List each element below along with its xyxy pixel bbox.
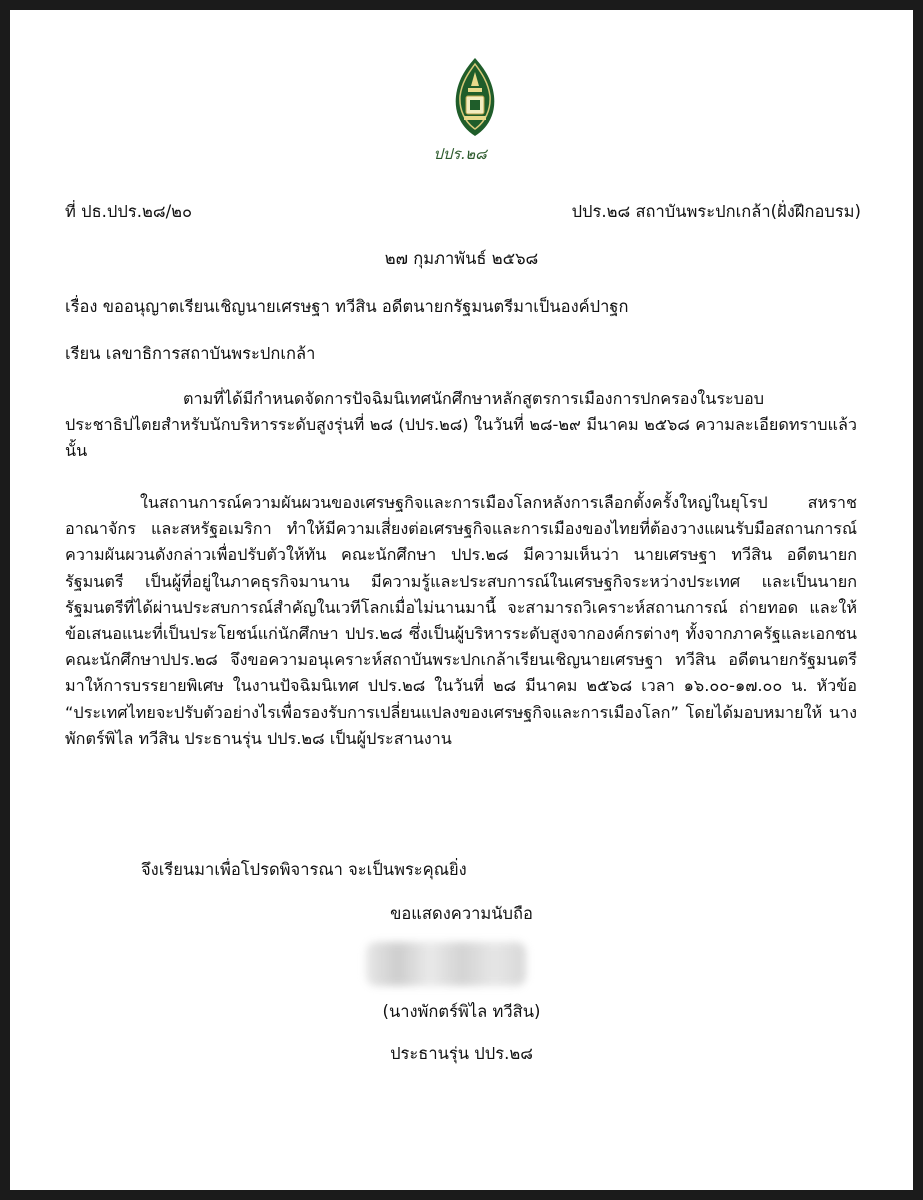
signer-name: (นางพักตร์พิไล ทวีสิน) xyxy=(382,1002,541,1021)
body-paragraph-1: ตามที่ได้มีกำหนดจัดการปัจฉิมนิเทศนักศึกษาหลักสูตรการเมืองการปกครองในระบอบประชาธิปไตยสำหรับนักบริหารระดับสูงรุ่นที่ ๒๘ (ปปร.๒๘) ในวันที่ ๒๘-๒๙ มีนาคม ๒๕๖๘ ความละเอียดทราบแล้วนั้น xyxy=(65,389,857,461)
sender-organization: ปปร.๒๘ สถาบันพระปกเกล้า(ฝั่งฝึกอบรม) xyxy=(571,202,861,221)
body-paragraph-2: ในสถานการณ์ความผันผวนของเศรษฐกิจและการเมืองโลกหลังการเลือกตั้งครั้งใหญ่ในยุโรป สหราชอาณาจักร และสหรัฐอเมริกา ทำให้มีความเสี่ยงต่อเศรษฐกิจและการเมืองของไทยที่ต้องวางแผนรับมือสถานการณ์ความผันผวนดังกล่าวเพื่อปรับตัวให้ทัน คณะนักศึกษา ปปร.๒๘ มีความเห็นว่า นายเศรษฐา ทวีสิน อดีตนายกรัฐมนตรี เป็นผู้ที่อยู่ในภาคธุรกิจมานาน มีความรู้และประสบการณ์ในเศรษฐกิจระหว่างประเทศ และเป็นนายกรัฐมนตรีที่ได้ผ่านประสบการณ์สำคัญในเวทีโลกเมื่อไม่นานมานี้ จะสามารถวิเคราะห์สถานการณ์ ถ่ายทอด และให้ข้อเสนอแนะที่เป็นประโยชน์แก่นักศึกษา ปปร.๒๘ ซึ่งเป็นผู้บริหารระดับสูงจากองค์กรต่างๆ ทั้งจากภาครัฐและเอกชน คณะนักศึกษาปปร.๒๘ จึงขอความอนุเคราะห์สถาบันพระปกเกล้าเรียนเชิญนายเศรษฐา ทวีสิน อดีตนายกรัฐมนตรี มาให้การบรรยายพิเศษ ในงานปัจฉิมนิเทศ ปปร.๒๘ ในวันที่ ๒๘ มีนาคม ๒๕๖๘ เวลา ๑๖.๐๐-๑๗.๐๐ น. หัวข้อ “ประเทศไทยจะปรับตัวอย่างไรเพื่อรองรับการเปลี่ยนแปลงของเศรษฐกิจและการเมืองโลก” โดยได้มอบหมายให้ นางพักตร์พิไล ทวีสิน ประธานรุ่น ปปร.๒๘ เป็นผู้ประสานงาน xyxy=(65,493,857,748)
sincerely-line: ขอแสดงความนับถือ xyxy=(390,904,533,923)
blurred-signature xyxy=(366,942,526,986)
document-reference-number: ที่ ปธ.ปปร.๒๘/๒๐ xyxy=(65,202,193,221)
letter-page xyxy=(10,10,913,1190)
subject-line: เรื่อง ขออนุญาตเรียนเชิญนายเศรษฐา ทวีสิน อดีตนายกรัฐมนตรีมาเป็นองค์ปาฐก xyxy=(65,297,629,316)
signer-position: ประธานรุ่น ปปร.๒๘ xyxy=(390,1044,533,1063)
document-date: ๒๗ กุมภาพันธ์ ๒๕๖๘ xyxy=(384,249,539,268)
recipient-line: เรียน เลขาธิการสถาบันพระปกเกล้า xyxy=(65,344,316,363)
closing-line: จึงเรียนมาเพื่อโปรดพิจารณา จะเป็นพระคุณยิ่ง xyxy=(141,860,467,879)
logo-caption: ปปร.๒๘ xyxy=(433,145,487,163)
institute-emblem-icon xyxy=(430,56,520,138)
